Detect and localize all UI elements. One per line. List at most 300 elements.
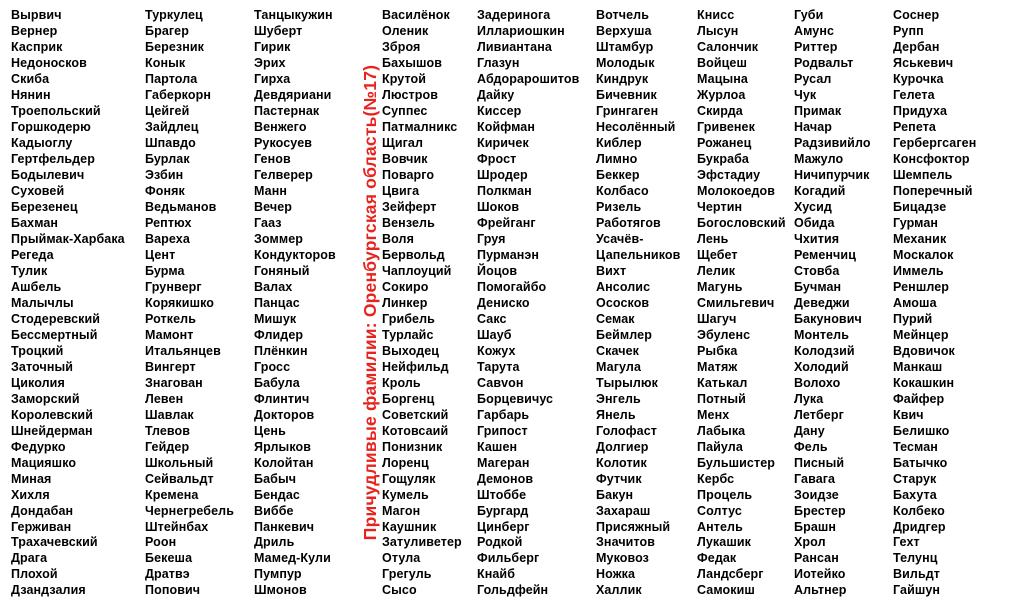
surname-item: Вовчик xyxy=(382,151,428,166)
surname-item: Тлевов xyxy=(145,423,191,438)
surname-item: Бичевник xyxy=(596,87,657,102)
surname-item: Тарута xyxy=(477,359,520,374)
surname-item: Флидер xyxy=(254,327,304,342)
surname-item: Бекеша xyxy=(145,551,193,566)
surname-item: Бучман xyxy=(794,279,842,294)
surname-item: Докторов xyxy=(254,407,315,422)
surname-item: Ничипурчик xyxy=(794,167,870,182)
surname-item: Зейферт xyxy=(382,199,437,214)
surname-item: Дратвэ xyxy=(145,567,190,582)
surname-item: Киссер xyxy=(477,103,522,118)
surname-item: Чхития xyxy=(794,231,840,246)
surname-item: Бессмертный xyxy=(11,327,98,342)
surname-item: Затуливетер xyxy=(382,535,462,550)
surname-item: Стодеревский xyxy=(11,311,101,326)
surname-item: Гелверер xyxy=(254,167,313,182)
surname-item: Грипост xyxy=(477,423,528,438)
surname-item: Фоняк xyxy=(145,183,185,198)
surname-item: Менх xyxy=(697,407,730,422)
surname-item: Отула xyxy=(382,551,421,566)
surname-item: Циколия xyxy=(11,375,65,390)
surname-item: Фрейганг xyxy=(477,215,536,230)
surname-item: Грунверг xyxy=(145,279,202,294)
surname-item: Задеринога xyxy=(477,8,551,22)
surname-item: Колбасо xyxy=(596,183,649,198)
surname-item: Колойтан xyxy=(254,455,314,470)
surname-item: Самокиш xyxy=(697,583,755,598)
surname-item: Цейгей xyxy=(145,103,190,118)
surname-item: Рыбка xyxy=(697,343,738,358)
surname-item: Бабула xyxy=(254,375,300,390)
surname-item: Рансан xyxy=(794,551,839,566)
surname-item: Зброя xyxy=(382,39,421,54)
surname-item: Примак xyxy=(794,103,842,118)
surname-item: Шуберт xyxy=(254,23,303,38)
surname-item: Понизник xyxy=(382,439,443,454)
surname-item: Абдорарошитов xyxy=(477,71,580,86)
surname-item: Москалок xyxy=(893,247,954,262)
surname-item: Телунц xyxy=(893,551,938,566)
surname-item: Танцыкужин xyxy=(254,8,333,22)
surname-item: Помогайбо xyxy=(477,279,547,294)
surname-item: Амоша xyxy=(893,295,937,310)
surname-item: Кожух xyxy=(477,343,516,358)
surname-item: Радзивийло xyxy=(794,135,871,150)
surname-item: Иллариошкин xyxy=(477,23,565,38)
page-title: Причудливые фамилии: Оренбургская область(№17) xyxy=(360,64,381,540)
surname-column-8 xyxy=(794,8,871,599)
surname-item: Шауб xyxy=(477,327,512,342)
surname-item: Гощуляк xyxy=(382,471,436,486)
surname-column-3 xyxy=(254,8,336,599)
surname-column-7 xyxy=(697,8,786,599)
surname-item: Скиба xyxy=(11,71,50,86)
surname-item: Чаплоуций xyxy=(382,263,452,278)
surname-item: Вихт xyxy=(596,263,627,278)
surname-item: Гривенек xyxy=(697,119,755,134)
surname-item: Туркулец xyxy=(145,8,203,22)
surname-item: Поварго xyxy=(382,167,435,182)
surname-item: Зоидзе xyxy=(794,487,839,502)
surname-item: Гирик xyxy=(254,39,291,54)
surname-item: Березенец xyxy=(11,199,78,214)
surname-item: Щебет xyxy=(697,247,738,262)
surname-item: Обида xyxy=(794,215,835,230)
surname-item: Гавага xyxy=(794,471,836,486)
surname-item: Цапельников xyxy=(596,247,681,262)
surname-item: Гайшун xyxy=(893,583,941,598)
surname-item: Дайку xyxy=(477,87,515,102)
surname-item: Гоняный xyxy=(254,263,310,278)
surname-item: Дану xyxy=(794,423,825,438)
surname-item: Монтель xyxy=(794,327,849,342)
surname-item: Кремена xyxy=(145,487,199,502)
surname-item: Гурман xyxy=(893,215,939,230)
surname-item: Кашен xyxy=(477,439,518,454)
surname-item: Федак xyxy=(697,551,737,566)
surname-item: Начар xyxy=(794,119,833,134)
surname-item: Лень xyxy=(697,231,729,246)
surname-item: Панкевич xyxy=(254,519,315,534)
surname-item: Дондабан xyxy=(11,503,74,518)
surname-item: Штейнбах xyxy=(145,519,209,534)
surname-item: Вильдт xyxy=(893,567,940,582)
surname-item: Дзандзалия xyxy=(11,583,86,598)
surname-item: Суховей xyxy=(11,183,65,198)
surname-item: Ансолис xyxy=(596,279,651,294)
surname-item: Чук xyxy=(794,87,817,102)
surname-item: Бахман xyxy=(11,215,59,230)
surname-item: Консфоктор xyxy=(893,151,970,166)
surname-item: Березник xyxy=(145,39,205,54)
surname-item: Мамонт xyxy=(145,327,194,342)
surname-item: Бакунович xyxy=(794,311,862,326)
surname-column-6 xyxy=(596,8,680,599)
surname-item: Сокиро xyxy=(382,279,429,294)
surname-item: Лимно xyxy=(596,151,638,166)
surname-item: Матяж xyxy=(697,359,738,374)
surname-item: Пумпур xyxy=(254,567,302,582)
surname-item: Ризель xyxy=(596,199,642,214)
surname-item: Вензель xyxy=(382,215,435,230)
surname-item: Гехт xyxy=(893,535,920,550)
surname-item: Василёнок xyxy=(382,8,450,22)
surname-item: Магула xyxy=(596,359,642,374)
surname-item: Зайдлец xyxy=(145,119,199,134)
surname-item: Вареха xyxy=(145,231,190,246)
surname-item: Флинтич xyxy=(254,391,310,406)
surname-item: Люстров xyxy=(382,87,439,102)
surname-item: Пурманэн xyxy=(477,247,540,262)
surname-item: Энгель xyxy=(596,391,641,406)
surname-item: Бодылевич xyxy=(11,167,85,182)
surname-item: Эрих xyxy=(254,55,286,70)
surname-item: Придуха xyxy=(893,103,948,118)
surname-item: Генов xyxy=(254,151,291,166)
surname-item: Демонов xyxy=(477,471,534,486)
surname-item: Гольдфейн xyxy=(477,583,549,598)
surname-item: Рожанец xyxy=(697,135,752,150)
surname-item: Антель xyxy=(697,519,743,534)
surname-item: Цинберг xyxy=(477,519,530,534)
surname-item: Эзбин xyxy=(145,167,184,182)
surname-item: Кроль xyxy=(382,375,421,390)
surname-item: Лысун xyxy=(697,23,739,38)
surname-item: Альтнер xyxy=(794,583,847,598)
surname-item: Миная xyxy=(11,471,52,486)
surname-item: Роткель xyxy=(145,311,197,326)
surname-item: Холодий xyxy=(794,359,849,374)
surname-item: Малычлы xyxy=(11,295,74,310)
surname-item: Гертфельдер xyxy=(11,151,95,166)
surname-item: Значитов xyxy=(596,535,656,550)
surname-item: Квич xyxy=(893,407,924,422)
surname-item: Итальянцев xyxy=(145,343,221,358)
surname-item: Патмалникс xyxy=(382,119,458,134)
surname-item: Пастернак xyxy=(254,103,320,118)
surname-item: Беймлер xyxy=(596,327,652,342)
surname-item: Грегуль xyxy=(382,567,432,582)
surname-item: Захараш xyxy=(596,503,651,518)
surname-item: Бургард xyxy=(477,503,529,518)
surname-item: Молодык xyxy=(596,55,655,70)
surname-item: Мейнцер xyxy=(893,327,949,342)
surname-item: Королевский xyxy=(11,407,94,422)
surname-item: Бульшистер xyxy=(697,455,775,470)
surname-item: Скирда xyxy=(697,103,743,118)
surname-item: Колотик xyxy=(596,455,647,470)
surname-item: Шродер xyxy=(477,167,528,182)
surname-item: Рептюх xyxy=(145,215,192,230)
surname-item: Койфман xyxy=(477,119,536,134)
surname-item: Колбеко xyxy=(893,503,945,518)
surname-item: Мамед-Кули xyxy=(254,551,331,566)
surname-item: Хихля xyxy=(11,487,50,502)
surname-item: Яськевич xyxy=(893,55,954,70)
surname-item: Попович xyxy=(145,583,201,598)
surname-item: Гербергсаген xyxy=(893,135,977,150)
surname-item: Ременчиц xyxy=(794,247,856,262)
surname-item: Усачёв- xyxy=(596,231,644,246)
surname-item: Конык xyxy=(145,55,186,70)
surname-item: Гирха xyxy=(254,71,291,86)
surname-item: Каушник xyxy=(382,519,437,534)
surname-column-2 xyxy=(145,8,234,599)
surname-item: Гелета xyxy=(893,87,935,102)
surname-item: Амунс xyxy=(794,23,835,38)
surname-item: Русал xyxy=(794,71,832,86)
surname-item: Деведжи xyxy=(794,295,850,310)
surname-item: Шагуч xyxy=(697,311,737,326)
surname-item: Знагован xyxy=(145,375,203,390)
surname-item: Грибель xyxy=(382,311,435,326)
surname-item: Вернер xyxy=(11,23,58,38)
surname-item: Брашн xyxy=(794,519,837,534)
surname-item: Беккер xyxy=(596,167,640,182)
surname-item: Дениско xyxy=(477,295,530,310)
surname-item: Чертин xyxy=(697,199,743,214)
surname-item: Брагер xyxy=(145,23,189,38)
surname-item: Киндрук xyxy=(596,71,649,86)
surname-item: Шнейдерман xyxy=(11,423,93,438)
surname-item: Потный xyxy=(697,391,746,406)
surname-item: Магон xyxy=(382,503,421,518)
surname-item: Пайула xyxy=(697,439,743,454)
surname-item: Мацияшко xyxy=(11,455,77,470)
surname-item: Ножка xyxy=(596,567,636,582)
surname-item: Крутой xyxy=(382,71,427,86)
surname-item: Ярлыков xyxy=(254,439,312,454)
surname-item: Фрост xyxy=(477,151,517,166)
surname-item: Ливиантана xyxy=(477,39,552,54)
surname-item: Хусид xyxy=(794,199,832,214)
surname-item: Несолённый xyxy=(596,119,676,134)
surname-item: Работягов xyxy=(596,215,661,230)
surname-column-9 xyxy=(893,8,976,599)
surname-item: Бахышов xyxy=(382,55,443,70)
surname-item: Журлоа xyxy=(697,87,746,102)
surname-item: Школьный xyxy=(145,455,214,470)
surname-item: Мацына xyxy=(697,71,748,86)
surname-item: Дриль xyxy=(254,535,295,550)
surname-item: Войцеш xyxy=(697,55,748,70)
surname-item: Книсс xyxy=(697,8,735,22)
surname-item: Тырылюк xyxy=(596,375,659,390)
surname-item: Лука xyxy=(794,391,824,406)
surname-item: Турлайс xyxy=(382,327,434,342)
surname-item: Рукосуев xyxy=(254,135,313,150)
surname-item: Белишко xyxy=(893,423,950,438)
surname-item: Грингаген xyxy=(596,103,659,118)
surname-item: Рупп xyxy=(893,23,924,38)
surname-item: Шпавдо xyxy=(145,135,196,150)
surname-item: Киричек xyxy=(477,135,529,150)
surname-column-1 xyxy=(11,8,125,599)
surname-item: Гарбарь xyxy=(477,407,530,422)
surname-item: Бицадзе xyxy=(893,199,947,214)
surname-item: Шмонов xyxy=(254,583,307,598)
surname-item: Гааз xyxy=(254,215,282,230)
surname-item: Футчик xyxy=(596,471,642,486)
surname-item: Бурлак xyxy=(145,151,190,166)
surname-item: Цень xyxy=(254,423,286,438)
surname-item: Кумель xyxy=(382,487,429,502)
surname-item: Воля xyxy=(382,231,414,246)
surname-item: Молокоедов xyxy=(697,183,776,198)
surname-item: Чернегребель xyxy=(145,503,234,518)
surname-item: Мишук xyxy=(254,311,297,326)
surname-item: Шавлак xyxy=(145,407,194,422)
surname-item: Кадыоглу xyxy=(11,135,73,150)
surname-item: Бахута xyxy=(893,487,937,502)
surname-item: Тесман xyxy=(893,439,938,454)
surname-item: Советский xyxy=(382,407,449,422)
surname-item: Трахачевский xyxy=(11,535,98,550)
surname-item: Заморский xyxy=(11,391,80,406)
surname-item: Линкер xyxy=(382,295,428,310)
surname-item: Плёнкин xyxy=(254,343,308,358)
surname-item: Муковоз xyxy=(596,551,649,566)
surname-item: Гросс xyxy=(254,359,291,374)
surname-item: Катькал xyxy=(697,375,748,390)
surname-item: Заточный xyxy=(11,359,74,374)
surname-item: Ашбель xyxy=(11,279,62,294)
surname-item: Савvон xyxy=(477,375,524,390)
surname-item: Эфстадиу xyxy=(697,167,761,182)
surname-item: Магунь xyxy=(697,279,743,294)
surname-item: Механик xyxy=(893,231,947,246)
surname-item: Драга xyxy=(11,551,48,566)
surname-item: Дридгер xyxy=(893,519,946,534)
surname-item: Федурко xyxy=(11,439,66,454)
surname-item: Верхуша xyxy=(596,23,652,38)
surname-item: Роон xyxy=(145,535,177,550)
surname-item: Присяжный xyxy=(596,519,671,534)
surname-item: Вотчель xyxy=(596,8,650,22)
surname-item: Вечер xyxy=(254,199,293,214)
surname-item: Виббе xyxy=(254,503,294,518)
surname-item: Плохой xyxy=(11,567,58,582)
surname-item: Смильгевич xyxy=(697,295,775,310)
surname-item: Халлик xyxy=(596,583,642,598)
surname-item: Манн xyxy=(254,183,288,198)
surname-item: Лабыка xyxy=(697,423,746,438)
surname-item: Манкаш xyxy=(893,359,943,374)
surname-item: Сакс xyxy=(477,311,507,326)
surname-item: Штоббе xyxy=(477,487,527,502)
surname-item: Мажуло xyxy=(794,151,844,166)
surname-item: Бурма xyxy=(145,263,185,278)
surname-item: Репета xyxy=(893,119,936,134)
surname-item: Поперечный xyxy=(893,183,973,198)
surname-item: Кербс xyxy=(697,471,735,486)
surname-item: Родкой xyxy=(477,535,523,550)
surname-item: Букраба xyxy=(697,151,749,166)
surname-item: Курочка xyxy=(893,71,944,86)
surname-item: Штамбур xyxy=(596,39,654,54)
surname-item: Дербан xyxy=(893,39,940,54)
surname-item: Цент xyxy=(145,247,176,262)
surname-item: Вингерт xyxy=(145,359,196,374)
surname-item: Йоцов xyxy=(477,263,518,278)
surname-item: Солтус xyxy=(697,503,742,518)
surname-item: Волохо xyxy=(794,375,841,390)
surname-item: Гейдер xyxy=(145,439,190,454)
surname-item: Эбуленс xyxy=(697,327,751,342)
surname-item: Губи xyxy=(794,8,824,22)
surname-item: Магеран xyxy=(477,455,530,470)
surname-item: Суппес xyxy=(382,103,428,118)
surname-item: Голофаст xyxy=(596,423,657,438)
surname-item: Фильберг xyxy=(477,551,540,566)
surname-item: Выходец xyxy=(382,343,440,358)
surname-item: Венжего xyxy=(254,119,307,134)
surname-item: Кондукторов xyxy=(254,247,336,262)
surname-item: Партола xyxy=(145,71,198,86)
surname-item: Ландсберг xyxy=(697,567,764,582)
surname-item: Летберг xyxy=(794,407,844,422)
surname-item: Долгиер xyxy=(596,439,649,454)
surname-item: Хрол xyxy=(794,535,826,550)
surname-item: Шемпель xyxy=(893,167,953,182)
surname-item: Ведьманов xyxy=(145,199,217,214)
surname-item: Недоносков xyxy=(11,55,87,70)
surname-item: Бабыч xyxy=(254,471,297,486)
surname-item: Когадий xyxy=(794,183,846,198)
surname-item: Касприк xyxy=(11,39,63,54)
surname-item: Скачек xyxy=(596,343,639,358)
surname-item: Соснер xyxy=(893,8,940,22)
surname-column-5 xyxy=(477,8,579,599)
surname-item: Прыймак-Харбака xyxy=(11,231,125,246)
surname-item: Процель xyxy=(697,487,753,502)
surname-item: Шоков xyxy=(477,199,520,214)
surname-item: Янель xyxy=(596,407,636,422)
surname-item: Тулик xyxy=(11,263,48,278)
surname-item: Кнайб xyxy=(477,567,516,582)
surname-item: Панцас xyxy=(254,295,300,310)
surname-item: Габеркорн xyxy=(145,87,211,102)
surname-item: Батычко xyxy=(893,455,948,470)
surname-item: Груя xyxy=(477,231,506,246)
surname-item: Горшкодерю xyxy=(11,119,91,134)
surname-item: Левен xyxy=(145,391,184,406)
surname-item: Оленик xyxy=(382,23,429,38)
surname-item: Герживан xyxy=(11,519,72,534)
surname-item: Глазун xyxy=(477,55,520,70)
surname-item: Щигал xyxy=(382,135,424,150)
surname-item: Троепольский xyxy=(11,103,101,118)
